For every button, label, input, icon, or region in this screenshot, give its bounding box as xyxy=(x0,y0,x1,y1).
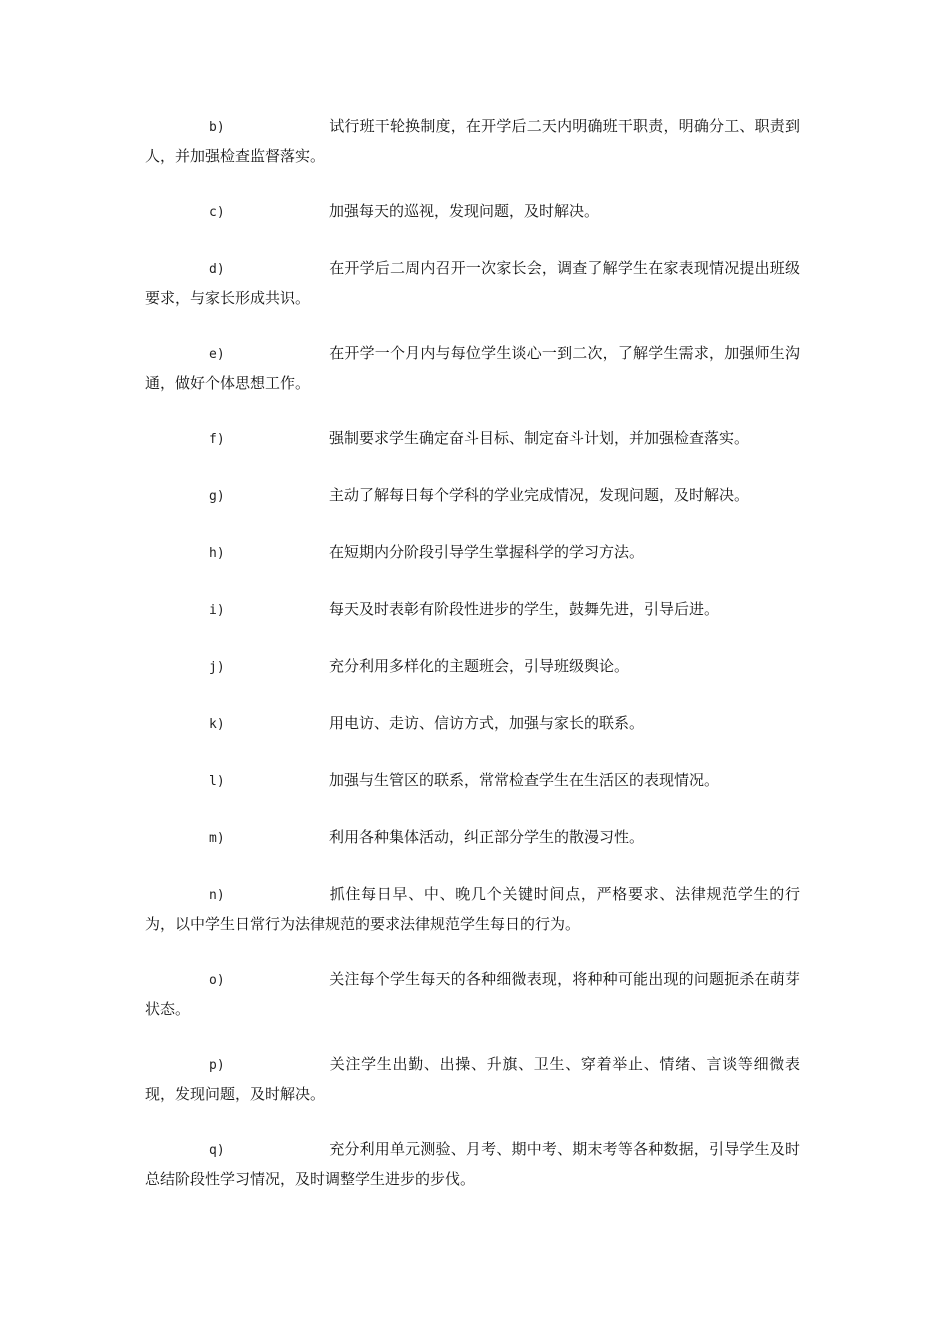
list-item-l xyxy=(145,766,800,796)
item-text: 充分利用单元测验、月考、期中考、期末考等各种数据，引导学生及时总结阶段性学习情况，及时调整学生进步的步伐。 xyxy=(145,1140,800,1188)
item-marker: d) xyxy=(209,262,225,277)
list-item-d xyxy=(145,254,800,312)
item-marker: o) xyxy=(209,973,225,988)
item-marker: k) xyxy=(209,717,225,732)
item-text: 每天及时表彰有阶段性进步的学生，鼓舞先进，引导后进。 xyxy=(329,600,720,618)
item-text: 在开学后二周内召开一次家长会，调查了解学生在家表现情况提出班级要求，与家长形成共识。 xyxy=(145,259,800,307)
item-marker: i) xyxy=(209,603,225,618)
list-item-f xyxy=(145,424,800,454)
item-marker: f) xyxy=(209,432,225,447)
item-marker: h) xyxy=(209,546,225,561)
list-item-i xyxy=(145,595,800,625)
item-text: 主动了解每日每个学科的学业完成情况，发现问题，及时解决。 xyxy=(329,486,750,504)
measure-list xyxy=(145,112,800,1193)
item-text: 抓住每日早、中、晚几个关键时间点，严格要求、法律规范学生的行为，以中学生日常行为法律规范的要求法律规范学生每日的行为。 xyxy=(145,885,800,933)
item-text: 关注每个学生每天的各种细微表现，将种种可能出现的问题扼杀在萌芽状态。 xyxy=(145,970,800,1018)
item-text: 强制要求学生确定奋斗目标、制定奋斗计划，并加强检查落实。 xyxy=(329,429,750,447)
list-item-h xyxy=(145,538,800,568)
item-text: 用电访、走访、信访方式，加强与家长的联系。 xyxy=(329,714,645,732)
item-text: 加强与生管区的联系，常常检查学生在生活区的表现情况。 xyxy=(329,771,720,789)
item-text: 加强每天的巡视，发现问题，及时解决。 xyxy=(329,202,600,220)
item-marker: q) xyxy=(209,1143,225,1158)
list-item-c xyxy=(145,197,800,227)
list-item-b xyxy=(145,112,800,170)
item-marker: m) xyxy=(209,831,225,846)
list-item-n xyxy=(145,880,800,938)
list-item-e xyxy=(145,339,800,397)
item-marker: c) xyxy=(209,205,225,220)
item-marker: e) xyxy=(209,347,225,362)
list-item-q xyxy=(145,1135,800,1193)
item-text: 试行班干轮换制度，在开学后二天内明确班干职责，明确分工、职责到人，并加强检查监督落实。 xyxy=(145,117,800,165)
item-text: 充分利用多样化的主题班会，引导班级舆论。 xyxy=(329,657,630,675)
list-item-k xyxy=(145,709,800,739)
list-item-j xyxy=(145,652,800,682)
item-marker: n) xyxy=(209,888,225,903)
item-text: 在短期内分阶段引导学生掌握科学的学习方法。 xyxy=(329,543,645,561)
item-marker: l) xyxy=(209,774,225,789)
list-item-m xyxy=(145,823,800,853)
item-text: 关注学生出勤、出操、升旗、卫生、穿着举止、情绪、言谈等细微表现，发现问题，及时解决。 xyxy=(145,1055,800,1103)
item-marker: j) xyxy=(209,660,225,675)
item-marker: p) xyxy=(209,1058,225,1073)
list-item-p xyxy=(145,1050,800,1108)
list-item-o xyxy=(145,965,800,1023)
item-text: 在开学一个月内与每位学生谈心一到二次，了解学生需求，加强师生沟通，做好个体思想工作。 xyxy=(145,344,800,392)
item-marker: b) xyxy=(209,120,225,135)
list-item-g xyxy=(145,481,800,511)
item-text: 利用各种集体活动，纠正部分学生的散漫习性。 xyxy=(329,828,645,846)
item-marker: g) xyxy=(209,489,225,504)
